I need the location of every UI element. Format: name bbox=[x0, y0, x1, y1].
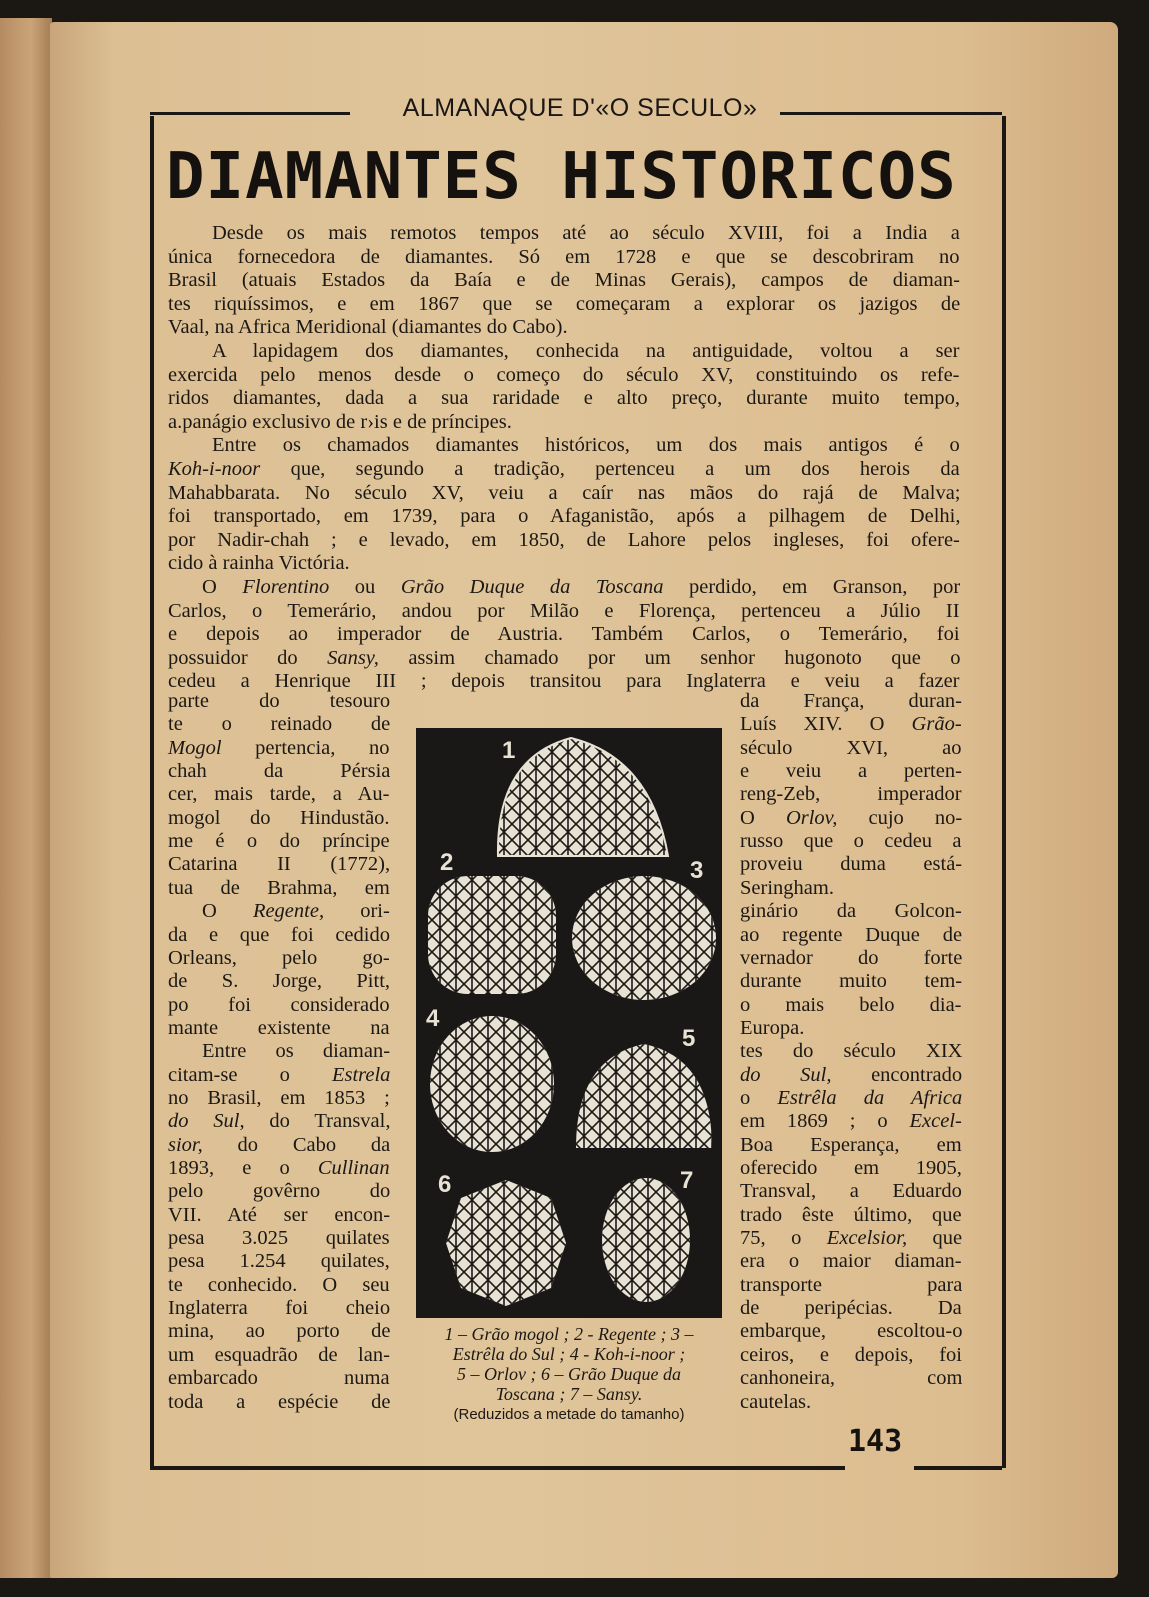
diamonds-drawing bbox=[416, 728, 722, 1318]
text-segment: perdido, em Granson, por bbox=[663, 576, 961, 598]
figure-caption-line-2: Estrêla do Sul ; 4 - Koh-i-noor ; bbox=[452, 1344, 686, 1364]
text-line bbox=[740, 900, 962, 923]
text-line bbox=[740, 1320, 962, 1343]
text-segment: do Cabo da bbox=[202, 1133, 391, 1156]
text-line bbox=[168, 269, 960, 292]
text-segment: o bbox=[740, 1086, 778, 1109]
text-segment: O bbox=[202, 576, 243, 598]
text-segment: Europa. bbox=[740, 1016, 805, 1039]
text-segment: por Nadir-chah ; e levado, em 1850, de Lahore pelos ingleses, foi ofere- bbox=[168, 528, 960, 551]
text-segment: possuidor do bbox=[168, 646, 328, 669]
text-line bbox=[740, 1087, 962, 1110]
running-title: ALMANAQUE D'«O SECULO» bbox=[402, 94, 758, 122]
text-line bbox=[740, 877, 834, 900]
diamond-1-grao-mogol bbox=[498, 738, 668, 856]
figure-caption-line-3: 5 – Orlov ; 6 – Grão Duque da bbox=[457, 1364, 681, 1384]
text-segment: canhoneira, com bbox=[740, 1367, 963, 1390]
text-segment: te o reinado de bbox=[168, 713, 391, 736]
text-line bbox=[212, 222, 960, 245]
text-line bbox=[168, 1367, 390, 1390]
text-segment: cer, mais tarde, a Au- bbox=[168, 783, 390, 806]
diamond-3-estrela-do-sul bbox=[572, 876, 716, 1000]
text-line bbox=[168, 1344, 390, 1367]
text-segment: ori- bbox=[324, 900, 390, 923]
text-line bbox=[168, 853, 390, 876]
text-line bbox=[168, 1250, 390, 1273]
text-segment: trado êste último, que bbox=[740, 1203, 962, 1226]
figure-caption-line-1: 1 – Grão mogol ; 2 - Regente ; 3 – bbox=[444, 1324, 694, 1344]
text-line bbox=[740, 807, 962, 830]
text-line bbox=[168, 830, 390, 853]
text-segment: de peripécias. Da bbox=[740, 1297, 962, 1320]
text-line bbox=[740, 1017, 804, 1040]
text-line bbox=[740, 994, 962, 1017]
text-segment: tua de Brahma, em bbox=[168, 876, 390, 899]
text-segment: da e que foi cedido bbox=[168, 923, 390, 946]
text-line bbox=[168, 947, 390, 970]
text-segment: transporte para bbox=[740, 1273, 963, 1296]
text-line bbox=[740, 1110, 962, 1133]
text-line bbox=[740, 1367, 962, 1390]
text-line bbox=[168, 713, 390, 736]
text-segment: oferecido em 1905, bbox=[740, 1157, 962, 1179]
text-segment: de S. Jorge, Pitt, bbox=[168, 970, 391, 993]
text-line bbox=[168, 970, 390, 993]
text-segment: pesa 1.254 quilates, bbox=[168, 1250, 390, 1273]
figure-number-5: 5 bbox=[682, 1025, 696, 1052]
text-segment: e veiu a perten- bbox=[740, 760, 962, 783]
text-segment: 75, o bbox=[740, 1227, 827, 1250]
figure-caption-line-4: Toscana ; 7 – Sansy. bbox=[495, 1384, 643, 1404]
text-line bbox=[740, 853, 962, 876]
text-line bbox=[168, 505, 960, 528]
diamond-5-orlov bbox=[576, 1044, 712, 1148]
text-segment: no Brasil, em 1853 ; bbox=[168, 1086, 390, 1109]
text-segment: pesa 3.025 quilates bbox=[168, 1227, 390, 1250]
text-line bbox=[168, 411, 512, 434]
figure-number-7: 7 bbox=[680, 1167, 694, 1194]
text-segment: Entre os chamados diamantes históricos, um dos mais antigos é o bbox=[212, 434, 960, 457]
text-segment: cedeu a Henrique III ; depois transitou para Inglaterra e veiu a fazer bbox=[168, 670, 960, 693]
text-segment: pertencia, no bbox=[221, 736, 390, 759]
text-segment: Boa Esperança, em bbox=[740, 1133, 962, 1156]
text-segment: foi transportado, em 1739, para o Afaganistão, após a pilhagem de Delhi, bbox=[168, 505, 961, 528]
text-segment: século XVI, ao bbox=[740, 736, 962, 759]
text-segment: Mogol bbox=[168, 736, 222, 759]
text-line bbox=[740, 1391, 811, 1414]
text-segment: mante existente na bbox=[168, 1016, 390, 1039]
text-segment: Cullinan bbox=[317, 1157, 390, 1179]
text-segment: o mais belo dia- bbox=[740, 993, 962, 1016]
figure-caption-note: (Reduzidos a metade do tamanho) bbox=[453, 1406, 685, 1423]
text-segment: mina, ao porto de bbox=[168, 1320, 391, 1343]
text-line bbox=[168, 647, 960, 670]
figure-number-6: 6 bbox=[438, 1171, 452, 1198]
text-segment: Grão- bbox=[911, 713, 962, 736]
text-line bbox=[740, 1250, 962, 1273]
text-segment: que bbox=[907, 1227, 963, 1250]
text-line bbox=[740, 1344, 962, 1367]
text-line bbox=[168, 1110, 390, 1133]
diamond-6-grao-duque-da-toscana bbox=[446, 1180, 566, 1306]
text-line bbox=[168, 600, 960, 623]
text-line bbox=[168, 1204, 390, 1227]
text-segment: VII. Até ser encon- bbox=[168, 1203, 391, 1226]
text-segment: 1893, e o bbox=[168, 1157, 318, 1179]
text-line bbox=[168, 1017, 390, 1040]
diamond-2-regente bbox=[428, 876, 556, 994]
text-segment: Koh-i-noor bbox=[168, 458, 261, 480]
text-line bbox=[168, 364, 960, 387]
text-line bbox=[168, 783, 390, 806]
text-segment: um esquadrão de lan- bbox=[168, 1343, 390, 1366]
text-segment: te conhecido. O seu bbox=[168, 1273, 390, 1296]
text-line bbox=[168, 529, 960, 552]
text-line bbox=[740, 760, 962, 783]
text-segment: parte do tesouro bbox=[168, 690, 391, 712]
text-line bbox=[168, 690, 390, 713]
text-segment: Florentino bbox=[242, 576, 330, 598]
text-segment: Vaal, na Africa Meridional (diamantes do Cabo). bbox=[168, 316, 568, 339]
text-line bbox=[168, 1064, 390, 1087]
header-rule-left bbox=[150, 112, 350, 115]
text-line bbox=[168, 482, 960, 505]
text-segment: me é o do príncipe bbox=[168, 830, 390, 853]
text-segment: encontrado bbox=[831, 1063, 963, 1086]
text-line bbox=[740, 1157, 962, 1180]
text-line bbox=[740, 924, 962, 947]
figure-number-4: 4 bbox=[426, 1005, 440, 1032]
text-segment: ginário da Golcon- bbox=[740, 900, 962, 923]
text-segment: Grão Duque da Toscana bbox=[400, 576, 664, 598]
footer-rule-left bbox=[150, 1466, 845, 1470]
text-line bbox=[168, 807, 390, 830]
text-line bbox=[168, 552, 350, 575]
text-line bbox=[202, 1040, 390, 1063]
text-segment: A lapidagem dos diamantes, conhecida na antiguidade, voltou a ser bbox=[212, 340, 960, 362]
text-line bbox=[168, 1297, 390, 1320]
text-segment: Orleans, pelo go- bbox=[168, 946, 390, 969]
text-segment: embarcado numa bbox=[168, 1367, 390, 1390]
text-segment: russo que o cedeu a bbox=[740, 830, 962, 853]
text-line bbox=[740, 690, 962, 713]
text-segment: pelo govêrno do bbox=[168, 1180, 391, 1203]
text-segment: e depois ao imperador de Austria. Também Carlos, o Temerário, foi bbox=[168, 623, 960, 646]
text-line bbox=[168, 387, 960, 410]
text-segment: Desde os mais remotos tempos até ao século XVIII, foi a India a bbox=[212, 222, 960, 244]
text-segment: cido à rainha Victória. bbox=[168, 552, 350, 575]
text-segment: Catarina II (1772), bbox=[168, 853, 391, 876]
text-line bbox=[168, 458, 960, 481]
figure-number-2: 2 bbox=[440, 849, 454, 876]
text-line bbox=[740, 713, 962, 736]
text-segment: chah da Pérsia bbox=[168, 760, 391, 783]
text-line bbox=[168, 737, 390, 760]
text-line bbox=[212, 340, 960, 363]
text-line bbox=[168, 1391, 390, 1414]
text-line bbox=[168, 623, 960, 646]
text-segment: Inglaterra foi cheio bbox=[168, 1297, 391, 1320]
adjacent-page-edge bbox=[0, 18, 52, 1578]
text-segment: Brasil (atuais Estados da Baía e de Minas Gerais), campos de diaman- bbox=[168, 269, 960, 292]
text-line bbox=[212, 434, 960, 457]
diamond-4-koh-i-noor bbox=[430, 1016, 554, 1152]
text-segment: única fornecedora de diamantes. Só em 1728 e que se descobriram no bbox=[168, 245, 960, 268]
text-line bbox=[740, 1180, 962, 1203]
text-segment: Seringham. bbox=[740, 876, 834, 899]
text-segment: proveiu duma está- bbox=[740, 853, 963, 876]
text-line bbox=[168, 1087, 390, 1110]
text-line bbox=[168, 760, 390, 783]
page-number: 143 bbox=[848, 1424, 903, 1459]
text-segment: do Sul, bbox=[740, 1063, 832, 1086]
text-segment: ao regente Duque de bbox=[740, 923, 963, 946]
text-line bbox=[740, 830, 962, 853]
text-segment: que, segundo a tradição, pertenceu a um dos herois da bbox=[260, 458, 960, 480]
text-line bbox=[740, 970, 962, 993]
text-line bbox=[168, 1157, 390, 1180]
text-segment: po foi considerado bbox=[168, 993, 390, 1016]
header-rule-right bbox=[780, 112, 1002, 115]
text-line bbox=[740, 947, 962, 970]
text-line bbox=[168, 246, 960, 269]
text-segment: O bbox=[202, 900, 253, 923]
text-segment: Excel- bbox=[909, 1110, 962, 1133]
text-line bbox=[168, 1320, 390, 1343]
text-line bbox=[740, 1064, 962, 1087]
text-segment: ou bbox=[329, 576, 401, 598]
text-segment: da França, duran- bbox=[740, 690, 963, 712]
text-line bbox=[202, 576, 960, 599]
text-segment: durante muito tem- bbox=[740, 970, 963, 993]
text-segment: Entre os diaman- bbox=[202, 1040, 391, 1063]
text-segment: do Sul, bbox=[168, 1110, 245, 1133]
text-segment: ceiros, e depois, foi bbox=[740, 1343, 962, 1366]
text-line bbox=[740, 737, 962, 760]
text-line bbox=[168, 1180, 390, 1203]
text-segment: Sansy, bbox=[327, 646, 379, 669]
text-line bbox=[168, 316, 568, 339]
text-segment: O bbox=[740, 806, 786, 829]
text-segment: sior, bbox=[168, 1133, 203, 1156]
text-segment: Orlov, bbox=[785, 806, 838, 829]
text-segment: assim chamado por um senhor hugonoto que o bbox=[378, 646, 961, 669]
text-segment: era o maior diaman- bbox=[740, 1250, 962, 1273]
diamond-7-sansy bbox=[602, 1178, 690, 1302]
text-segment: cujo no- bbox=[837, 806, 963, 829]
text-segment: Carlos, o Temerário, andou por Milão e Florença, pertenceu a Júlio II bbox=[168, 599, 960, 622]
text-line bbox=[740, 1227, 962, 1250]
diamonds-illustration bbox=[416, 728, 722, 1318]
text-segment: Excelsior, bbox=[826, 1227, 908, 1250]
figure-number-3: 3 bbox=[690, 857, 704, 884]
text-segment: Estrêla da Africa bbox=[777, 1086, 963, 1109]
text-segment: tes do século XIX bbox=[740, 1040, 963, 1063]
text-line bbox=[168, 293, 960, 316]
text-line bbox=[168, 924, 390, 947]
text-segment: cautelas. bbox=[740, 1390, 812, 1413]
text-line bbox=[740, 1134, 962, 1157]
text-segment: em 1869 ; o bbox=[740, 1110, 910, 1133]
text-segment: citam-se o bbox=[168, 1063, 332, 1086]
text-segment: mogol do Hindustão. bbox=[168, 806, 390, 829]
text-segment: Regente, bbox=[252, 900, 325, 923]
text-line bbox=[168, 1274, 390, 1297]
text-segment: ridos diamantes, dada a sua raridade e alto preço, durante muito tempo, bbox=[168, 387, 961, 410]
text-segment: reng-Zeb, imperador bbox=[740, 783, 962, 806]
text-segment: toda a espécie de bbox=[168, 1390, 391, 1413]
text-segment: exercida pelo menos desde o começo do século XV, constituindo os refe- bbox=[168, 363, 960, 386]
text-line bbox=[740, 783, 962, 806]
text-segment: vernador do forte bbox=[740, 946, 963, 969]
text-line bbox=[202, 900, 390, 923]
text-segment: embarque, escoltou-o bbox=[740, 1320, 963, 1343]
text-line bbox=[740, 1297, 962, 1320]
text-segment: a.panágio exclusivo de r›is e de príncipes. bbox=[168, 410, 512, 433]
text-line bbox=[168, 1227, 390, 1250]
text-segment: do Transval, bbox=[244, 1110, 391, 1133]
text-line bbox=[168, 1134, 390, 1157]
text-line bbox=[740, 1274, 962, 1297]
figure-number-1: 1 bbox=[502, 737, 516, 764]
text-segment: Transval, a Eduardo bbox=[740, 1180, 962, 1203]
text-segment: Luís XIV. O bbox=[740, 713, 912, 736]
text-line bbox=[740, 1204, 962, 1227]
text-line bbox=[168, 877, 390, 900]
footer-rule-right bbox=[914, 1466, 1002, 1470]
text-line bbox=[740, 1040, 962, 1063]
article-title: DIAMANTES HISTORICOS bbox=[166, 140, 957, 214]
text-line bbox=[168, 994, 390, 1017]
text-segment: tes riquíssimos, e em 1867 que se começaram a explorar os jazigos de bbox=[168, 292, 961, 315]
text-segment: Estrela bbox=[331, 1063, 391, 1086]
text-segment: Mahabbarata. No século XV, veiu a caír nas mãos do rajá de Malva; bbox=[168, 481, 961, 504]
